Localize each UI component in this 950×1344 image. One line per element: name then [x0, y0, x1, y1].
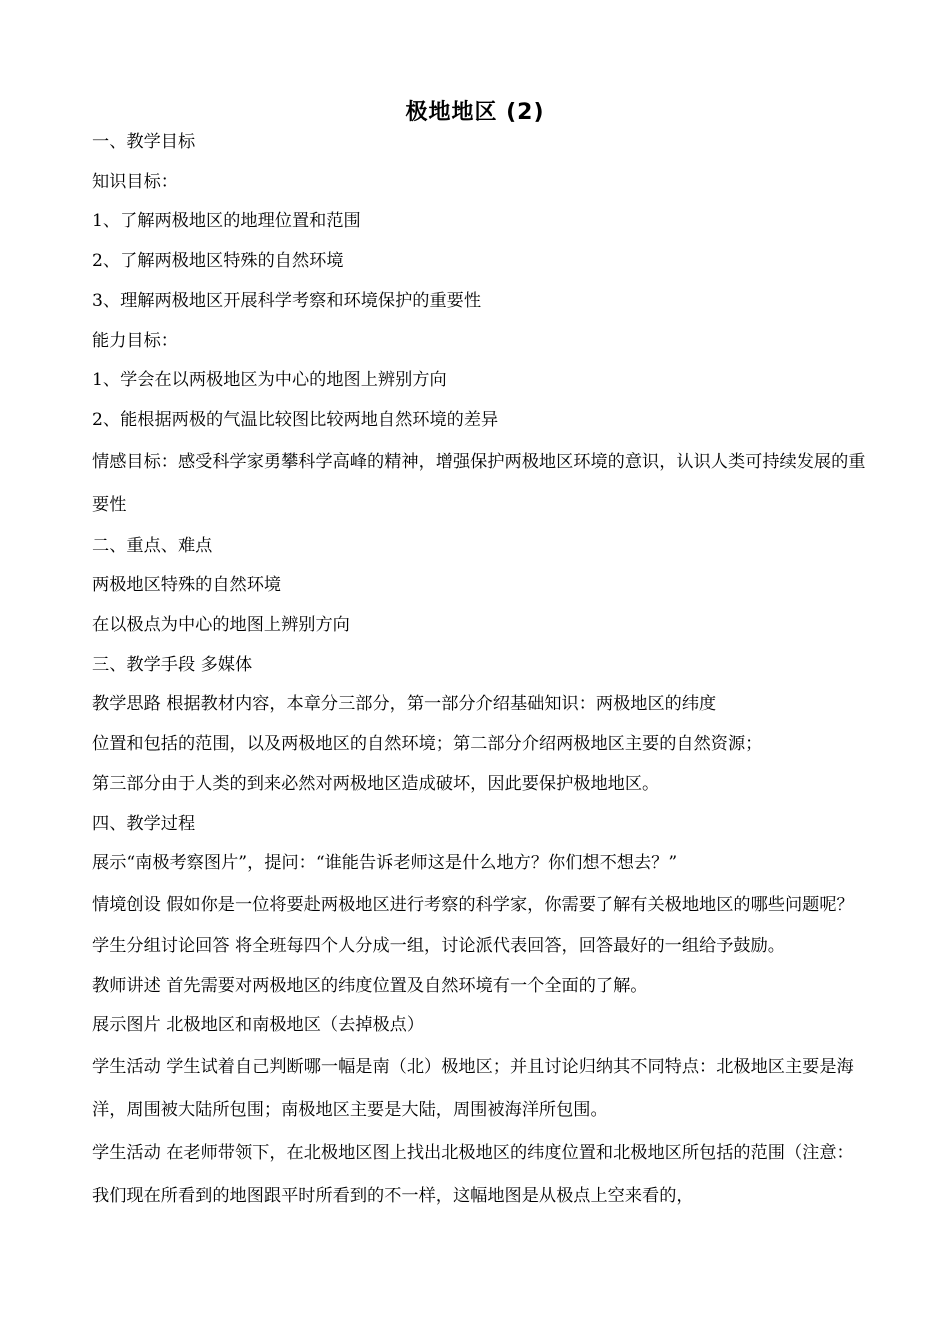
paragraph: 两极地区特殊的自然环境: [92, 575, 282, 596]
paragraph: 位置和包括的范围，以及两极地区的自然环境；第二部分介绍两极地区主要的自然资源；: [92, 734, 763, 755]
paragraph: 3、理解两极地区开展科学考察和环境保护的重要性: [92, 290, 482, 311]
paragraph: 能力目标：: [92, 330, 178, 351]
paragraph: 展示“南极考察图片”，提问：“谁能告诉老师这是什么地方？你们想不想去？”: [92, 853, 678, 874]
paragraph: 四、教学过程: [92, 813, 196, 834]
paragraph: 2、能根据两极的气温比较图比较两地自然环境的差异: [92, 409, 499, 430]
document-body: [92, 123, 867, 1218]
paragraph: 教师讲述 首先需要对两极地区的纬度位置及自然环境有一个全面的了解。: [92, 975, 648, 996]
paragraph: 第三部分由于人类的到来必然对两极地区造成破坏，因此要保护极地地区。: [92, 773, 660, 794]
paragraph: 1、了解两极地区的地理位置和范围: [92, 211, 361, 232]
paragraph: 情感目标：感受科学家勇攀科学高峰的精神，增强保护两极地区环境的意识，认识人类可持续发展的重要性: [92, 451, 866, 515]
paragraph: 二、重点、难点: [92, 535, 213, 556]
paragraph: 1、学会在以两极地区为中心的地图上辨别方向: [92, 370, 447, 391]
paragraph: 一、教学目标: [92, 132, 196, 152]
paragraph: 三、教学手段 多媒体: [92, 654, 253, 675]
paragraph: 情境创设 假如你是一位将要赴两极地区进行考察的科学家，你需要了解有关极地地区的哪些问题呢？: [92, 894, 854, 915]
paragraph: 知识目标：: [92, 171, 178, 192]
paragraph: 在以极点为中心的地图上辨别方向: [92, 615, 350, 636]
paragraph: 学生活动 学生试着自己判断哪一幅是南（北）极地区；并且讨论归纳其不同特点：北极地区主要是海洋，周围被大陆所包围；南极地区主要是大陆，周围被海洋所包围。: [92, 1057, 854, 1121]
paragraph: 学生分组讨论回答 将全班每四个人分成一组，讨论派代表回答，回答最好的一组给予鼓励。: [92, 935, 785, 956]
paragraph: 2、了解两极地区特殊的自然环境: [92, 251, 344, 272]
paragraph: 学生活动 在老师带领下，在北极地区图上找出北极地区的纬度位置和北极地区所包括的范围（注意：我们现在所看到的地图跟平时所看到的不一样，这幅地图是从极点上空来看的，: [92, 1143, 854, 1207]
document-title: 极地地区 (2): [405, 100, 545, 125]
paragraph: 教学思路 根据教材内容，本章分三部分，第一部分介绍基础知识：两极地区的纬度: [92, 694, 717, 715]
paragraph: 展示图片 北极地区和南极地区（去掉极点）: [92, 1015, 425, 1036]
